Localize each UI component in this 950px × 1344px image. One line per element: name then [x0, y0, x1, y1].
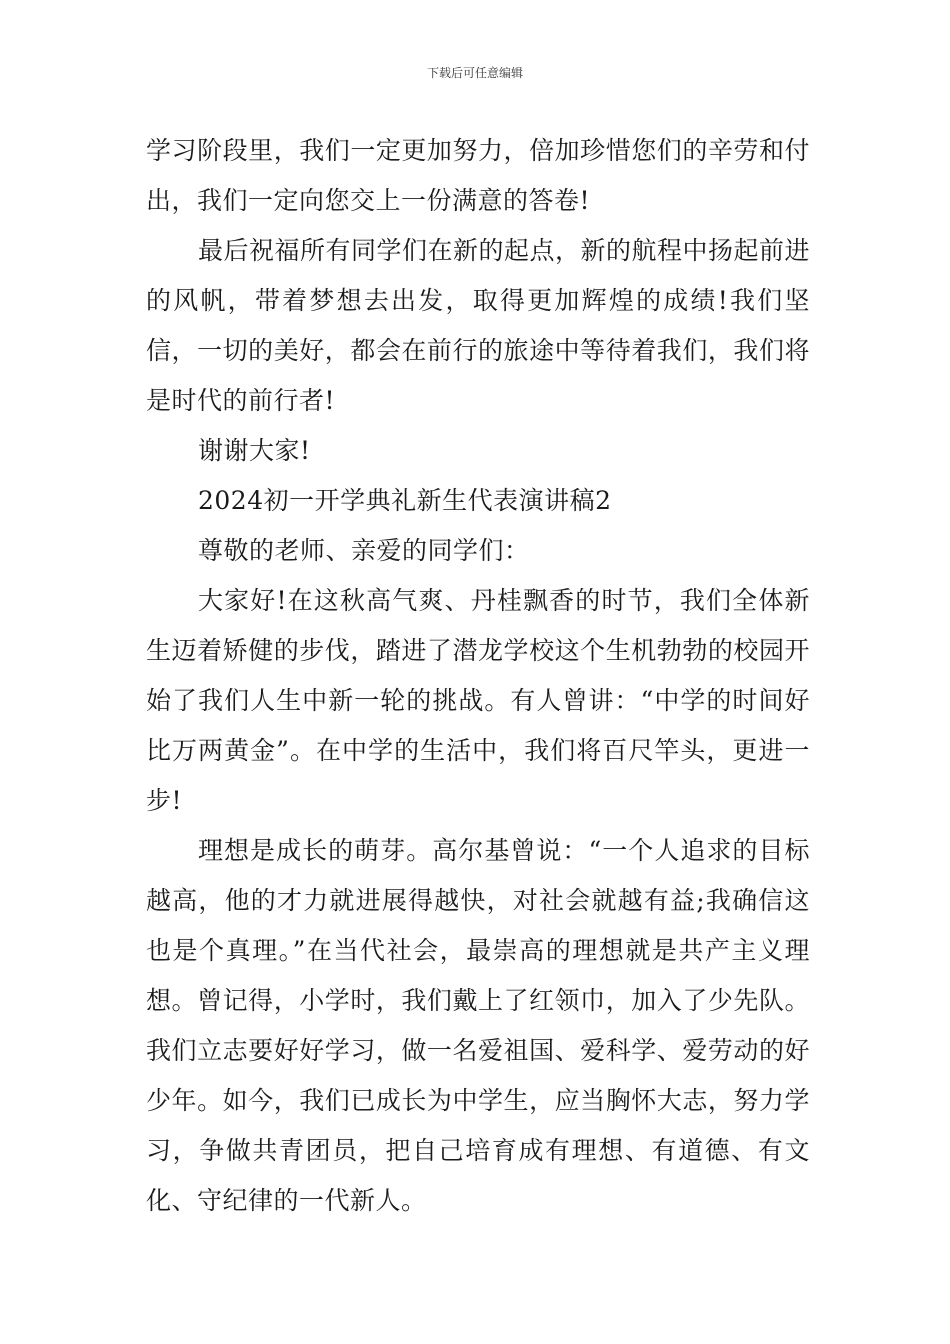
paragraph: 谢谢大家!: [198, 436, 311, 465]
section-title: 2024初一开学典礼新生代表演讲稿2: [198, 486, 612, 515]
paragraph: 大家好!在这秋高气爽、丹桂飘香的时节，我们全体新生迈着矫健的步伐，踏进了潜龙学校这个生机勃勃的校园开始了我们人生中新一轮的挑战。有人曾讲：“中学的时间好比万两黄金”。在中学的生活中，我们将百尺竿头，更进一步!: [146, 586, 810, 815]
paragraph: 最后祝福所有同学们在新的起点，新的航程中扬起前进的风帆，带着梦想去出发，取得更加辉煌的成绩!我们坚信，一切的美好，都会在前行的旅途中等待着我们，我们将是时代的前行者!: [146, 236, 811, 415]
paragraph: 学习阶段里，我们一定更加努力，倍加珍惜您们的辛劳和付出，我们一定向您交上一份满意的答卷!: [146, 136, 810, 215]
page-header-note: 下载后可任意编辑: [426, 66, 523, 80]
document-body: [146, 126, 810, 1226]
paragraph: 理想是成长的萌芽。高尔基曾说：“一个人追求的目标越高，他的才力就进展得越快，对社会就越有益;我确信这也是个真理。”在当代社会，最崇高的理想就是共产主义理想。曾记得，小学时，我们戴上了红领巾，加入了少先队。我们立志要好好学习，做一名爱祖国、爱科学、爱劳动的好少年。如今，我们已成长为中学生，应当胸怀大志，努力学习，争做共青团员，把自己培育成有理想、有道德、有文化、守纪律的一代新人。: [146, 836, 810, 1215]
salutation: 尊敬的老师、亲爱的同学们：: [198, 536, 530, 565]
